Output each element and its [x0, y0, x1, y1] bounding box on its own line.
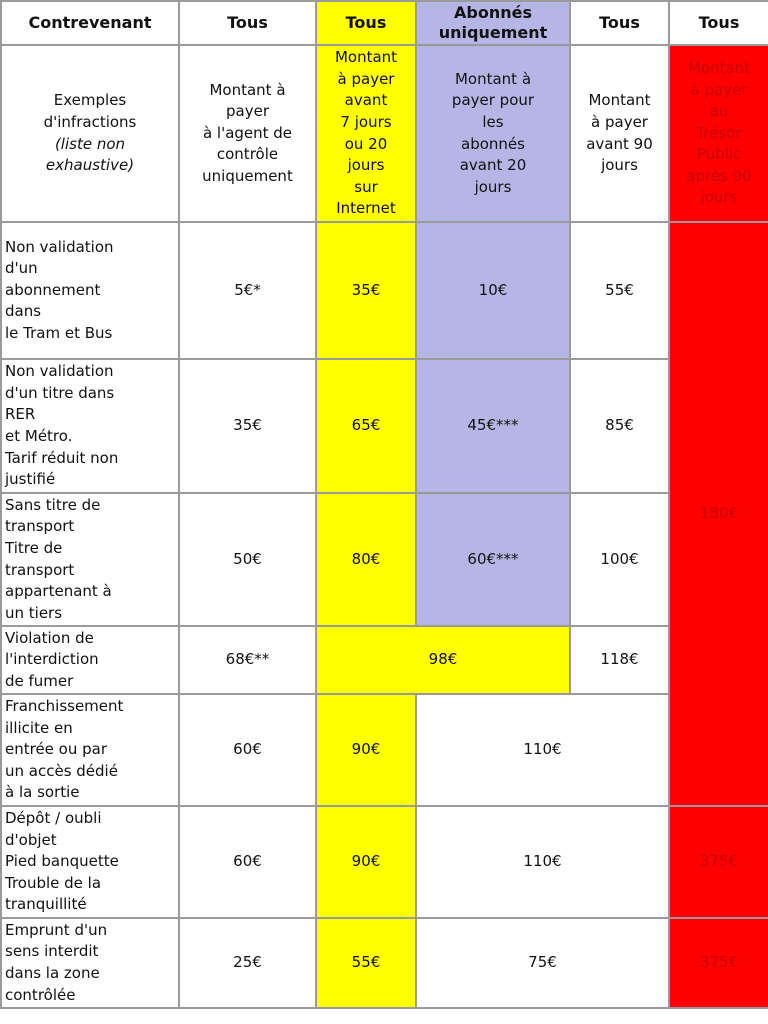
row-label-line: Titre de — [5, 538, 63, 557]
table-row — [1, 493, 768, 626]
row-label-line: dans la zone — [5, 964, 100, 982]
row-label-line: transport — [5, 560, 75, 579]
subheader-treasury-line: à payer — [690, 80, 748, 99]
amount-subscribers: 45€*** — [416, 359, 570, 493]
row-label — [1, 694, 179, 806]
amount-treasury: 375€ — [669, 918, 768, 1008]
row-label-line: justifié — [5, 470, 56, 489]
subheader-online — [316, 45, 416, 222]
amount-agent: 50€ — [179, 493, 316, 626]
amount-before90: 100€ — [570, 493, 669, 626]
amount-online: 55€ — [316, 918, 416, 1008]
row-label-line: tranquillité — [5, 895, 87, 914]
row-label-line: entrée ou par — [5, 740, 108, 759]
amount-later-merged: 110€ — [416, 694, 669, 806]
row-label-line: d'un titre dans — [5, 383, 115, 402]
row-label-line: Tarif réduit non — [5, 448, 119, 467]
subheader-online-line: jours — [347, 156, 385, 175]
row-label-line: d'un — [5, 259, 38, 278]
header-contrevenant: Contrevenant — [1, 1, 179, 45]
row-label-line: Emprunt d'un — [5, 920, 108, 939]
row-label-line: d'objet — [5, 830, 57, 849]
subheader-subscribers-line: payer pour — [451, 91, 535, 110]
amount-agent: 35€ — [179, 359, 316, 493]
row-label — [1, 493, 179, 626]
row-label-line: dans — [5, 302, 42, 321]
amount-online: 90€ — [316, 806, 416, 918]
amount-before90: 118€ — [570, 626, 669, 694]
subheader-agent-line: uniquement — [202, 166, 293, 185]
row-label-line: appartenant à — [5, 582, 112, 601]
amount-agent: 60€ — [179, 806, 316, 918]
subheader-online-line: avant — [344, 91, 388, 110]
amount-online: 65€ — [316, 359, 416, 493]
row-label — [1, 806, 179, 918]
amount-agent: 25€ — [179, 918, 316, 1008]
table-row — [1, 918, 768, 1008]
amount-later-merged: 110€ — [416, 806, 669, 918]
subheader-treasury-line: Trésor — [696, 123, 742, 142]
row-label-line: l'interdiction — [5, 650, 99, 669]
subheader-examples-line1: Exemples — [53, 91, 127, 110]
amount-later-merged: 75€ — [416, 918, 669, 1008]
row-label — [1, 626, 179, 694]
row-label-line: Non validation — [5, 237, 114, 256]
row-label — [1, 918, 179, 1008]
row-label-line: transport — [5, 517, 75, 536]
row-label-line: à la sortie — [5, 783, 80, 802]
subheader-agent-line: à l'agent de — [202, 123, 293, 142]
amount-agent: 60€ — [179, 694, 316, 806]
subheader-subscribers — [416, 45, 570, 222]
subheader-online-line: à payer — [337, 69, 395, 88]
subheader-row — [1, 45, 768, 222]
subheader-subscribers-line: abonnés — [461, 134, 525, 153]
subheader-agent-line: contrôle — [216, 145, 279, 164]
subheader-examples — [1, 45, 179, 222]
amount-subscribers: 10€ — [416, 222, 570, 359]
amount-agent: 5€* — [179, 222, 316, 359]
subheader-before90 — [570, 45, 669, 222]
subheader-online-line: sur — [354, 177, 378, 196]
subheader-treasury-line: après 90 — [686, 166, 752, 185]
row-label-line: Pied banquette — [5, 852, 119, 871]
amount-online: 90€ — [316, 694, 416, 806]
subheader-online-line: Internet — [336, 199, 396, 218]
amount-online-merged: 98€ — [316, 626, 570, 694]
subheader-subscribers-line: Montant à — [454, 69, 532, 88]
row-label-line: sens interdit — [5, 942, 99, 961]
row-label-line: RER — [5, 405, 36, 424]
row-label-line: Non validation — [5, 362, 114, 381]
subheader-online-line: ou 20 — [344, 134, 388, 153]
subheader-subscribers-line: avant 20 — [459, 156, 527, 175]
subheader-examples-line2: d'infractions — [43, 112, 137, 131]
row-label-line: Violation de — [5, 628, 94, 647]
table-row — [1, 626, 768, 694]
subheader-subscribers-line: jours — [474, 177, 512, 196]
row-label-line: illicite en — [5, 718, 73, 737]
amount-treasury: 375€ — [669, 806, 768, 918]
table-row — [1, 222, 768, 359]
header-subscribers-line1: Abonnés — [454, 3, 532, 22]
row-label-line: de fumer — [5, 671, 74, 690]
subheader-treasury-line: au — [709, 102, 729, 121]
subheader-subscribers-line: les — [482, 112, 504, 131]
subheader-treasury-line: Public — [696, 145, 742, 164]
row-label-line: Trouble de la — [5, 873, 102, 892]
row-label-line: abonnement — [5, 280, 101, 299]
subheader-agent — [179, 45, 316, 222]
subheader-before90-line: Montant — [588, 91, 651, 110]
subheader-examples-line4: exhaustive) — [45, 156, 135, 175]
row-label-line: un accès dédié — [5, 761, 118, 780]
amount-subscribers: 60€*** — [416, 493, 570, 626]
table-row — [1, 806, 768, 918]
header-subscribers-line2: uniquement — [438, 23, 548, 42]
row-label-line: contrôlée — [5, 985, 76, 1004]
header-col-agent: Tous — [179, 1, 316, 45]
row-label-line: Sans titre de — [5, 495, 101, 514]
table-row — [1, 359, 768, 493]
table-row — [1, 694, 768, 806]
amount-before90: 55€ — [570, 222, 669, 359]
header-col-online: Tous — [316, 1, 416, 45]
subheader-before90-line: à payer — [591, 112, 648, 131]
subheader-agent-line: Montant à — [209, 80, 286, 99]
subheader-treasury-line: Montant — [687, 58, 751, 77]
subheader-online-line: Montant — [334, 48, 398, 67]
amount-online: 80€ — [316, 493, 416, 626]
row-label-line: et Métro. — [5, 427, 73, 445]
subheader-before90-line: jours — [601, 156, 638, 175]
subheader-before90-line: avant 90 — [586, 134, 653, 153]
header-col-treasury: Tous — [669, 1, 768, 45]
row-label-line: un tiers — [5, 603, 63, 622]
subheader-examples-line3: (liste non — [54, 134, 126, 153]
subheader-agent-line: payer — [226, 102, 269, 121]
header-col-before90: Tous — [570, 1, 669, 45]
row-label-line: le Tram et Bus — [5, 323, 113, 342]
row-label-line: Dépôt / oubli — [5, 809, 102, 828]
header-row — [1, 1, 768, 45]
row-label — [1, 359, 179, 493]
row-label — [1, 222, 179, 359]
amount-online: 35€ — [316, 222, 416, 359]
amount-before90: 85€ — [570, 359, 669, 493]
row-label-line: Franchissement — [5, 697, 124, 716]
header-col-subscribers — [416, 1, 570, 45]
subheader-treasury — [669, 45, 768, 222]
subheader-online-line: 7 jours — [340, 112, 392, 131]
amount-treasury-shared: 180€ — [669, 222, 768, 806]
amount-agent: 68€** — [179, 626, 316, 694]
subheader-treasury-line: jours — [700, 188, 738, 207]
